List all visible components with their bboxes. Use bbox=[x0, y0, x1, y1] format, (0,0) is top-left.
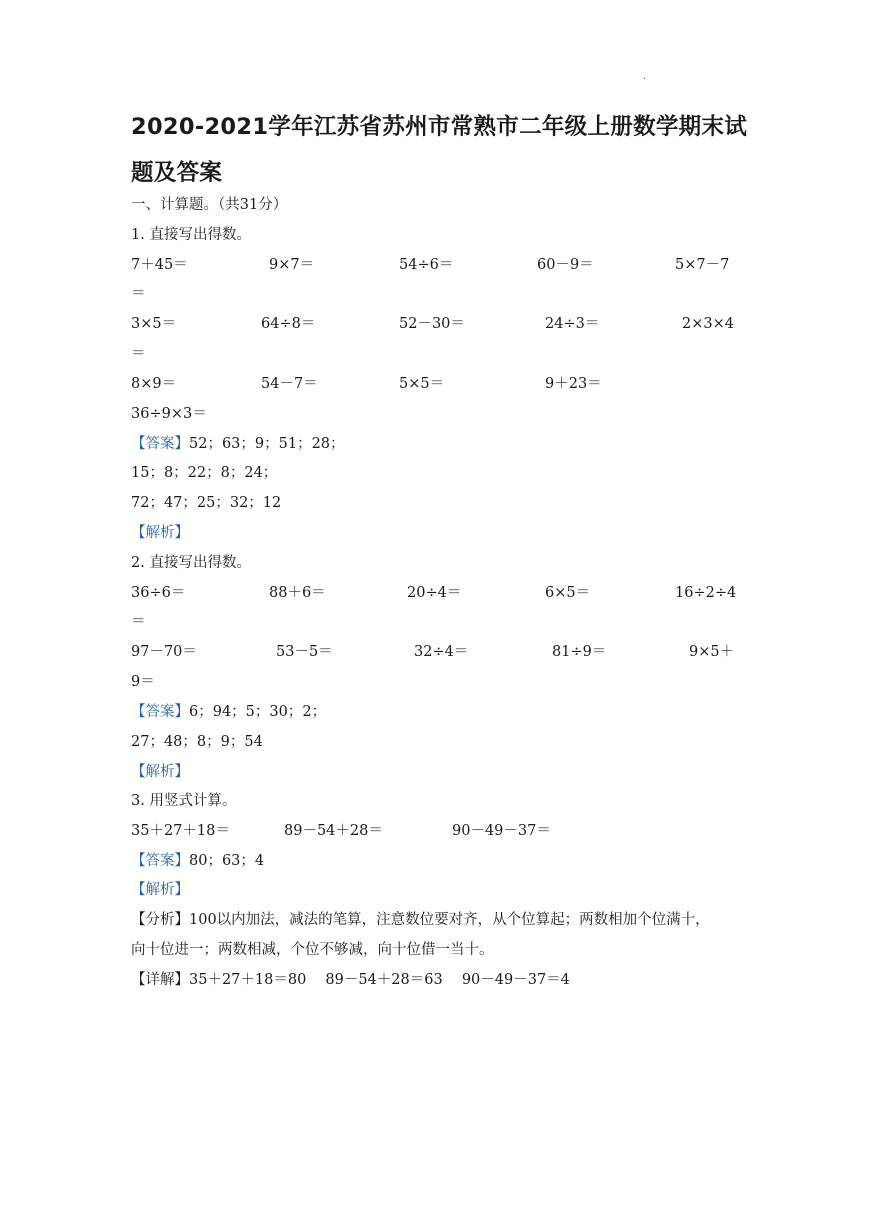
q1-item: 54÷6＝ bbox=[399, 257, 454, 273]
q3-item: 89－54＋28＝ bbox=[284, 823, 383, 839]
q3-item: 90－49－37＝ bbox=[452, 823, 551, 839]
q2-item: 53－5＝ bbox=[276, 644, 333, 660]
q2-stem: 2. 直接写出得数。 bbox=[131, 555, 251, 571]
q2-item: 81÷9＝ bbox=[552, 644, 607, 660]
answer-tag: 【答案】 bbox=[131, 853, 189, 869]
q1-item-wrap: ＝ bbox=[131, 286, 146, 302]
q1-item-wrap: ＝ bbox=[131, 346, 146, 362]
q2-item: 88＋6＝ bbox=[269, 585, 326, 601]
q3-analysis-line-1: 【分析】100以内加法，减法的笔算，注意数位要对齐，从个位算起；两数相加个位满十， bbox=[131, 912, 710, 928]
q2-item: 20÷4＝ bbox=[407, 585, 462, 601]
q2-answer-line-2: 27；48；8；9；54 bbox=[131, 734, 263, 750]
q3-answer bbox=[131, 851, 264, 871]
document-title bbox=[131, 104, 751, 196]
answer-text: 52；63；9；51；28； bbox=[189, 436, 345, 452]
answer-text: 6；94；5；30；2； bbox=[189, 704, 327, 720]
q1-item: 64÷8＝ bbox=[261, 316, 316, 332]
q2-item: 36÷6＝ bbox=[131, 585, 186, 601]
q1-item: 60－9＝ bbox=[537, 257, 594, 273]
q1-answer bbox=[131, 434, 345, 454]
q2-analysis-tag: 【解析】 bbox=[131, 764, 189, 780]
q1-item: 36÷9×3＝ bbox=[131, 406, 207, 422]
section-heading: 一、计算题。（共31分） bbox=[131, 197, 288, 213]
q1-item: 54－7＝ bbox=[261, 376, 318, 392]
q1-stem: 1. 直接写出得数。 bbox=[131, 227, 251, 243]
q2-answer bbox=[131, 702, 326, 722]
answer-text: 80；63；4 bbox=[189, 853, 265, 869]
q3-item: 35＋27＋18＝ bbox=[131, 823, 230, 839]
q2-item: 9×5＋ bbox=[689, 644, 735, 660]
title-line-1: 2020-2021学年江苏省苏州市常熟市二年级上册数学期末试 bbox=[131, 114, 748, 140]
q3-analysis-line-2: 向十位进一；两数相减，个位不够减，向十位借一当十。 bbox=[131, 942, 494, 958]
q1-item: 3×5＝ bbox=[131, 316, 177, 332]
q1-item: 24÷3＝ bbox=[545, 316, 600, 332]
header-mark: · bbox=[643, 74, 647, 85]
q1-answer-line-3: 72；47；25；32；12 bbox=[131, 495, 282, 511]
q2-item: 97－70＝ bbox=[131, 644, 197, 660]
q1-item: 7＋45＝ bbox=[131, 257, 188, 273]
q2-item: 16÷2÷4 bbox=[675, 585, 737, 601]
q2-item-wrap: 9＝ bbox=[131, 674, 155, 690]
q2-item: 6×5＝ bbox=[545, 585, 591, 601]
answer-tag: 【答案】 bbox=[131, 436, 189, 452]
q1-analysis-tag: 【解析】 bbox=[131, 525, 189, 541]
q1-item: 5×5＝ bbox=[399, 376, 445, 392]
title-line-2: 题及答案 bbox=[131, 160, 223, 186]
answer-tag: 【答案】 bbox=[131, 704, 189, 720]
q3-analysis-tag: 【解析】 bbox=[131, 882, 189, 898]
q1-item: 9×7＝ bbox=[269, 257, 315, 273]
q3-stem: 3. 用竖式计算。 bbox=[131, 793, 237, 809]
q1-item: 8×9＝ bbox=[131, 376, 177, 392]
q2-item-wrap: ＝ bbox=[131, 614, 146, 630]
q2-item: 32÷4＝ bbox=[414, 644, 469, 660]
q3-detail: 【详解】35＋27＋18＝80 89－54＋28＝63 90－49－37＝4 bbox=[131, 972, 570, 988]
q1-item: 9＋23＝ bbox=[545, 376, 602, 392]
q1-item: 2×3×4 bbox=[682, 316, 734, 332]
q1-item: 52－30＝ bbox=[399, 316, 465, 332]
q1-item: 5×7－7 bbox=[675, 257, 730, 273]
q1-answer-line-2: 15；8；22；8；24； bbox=[131, 465, 278, 481]
